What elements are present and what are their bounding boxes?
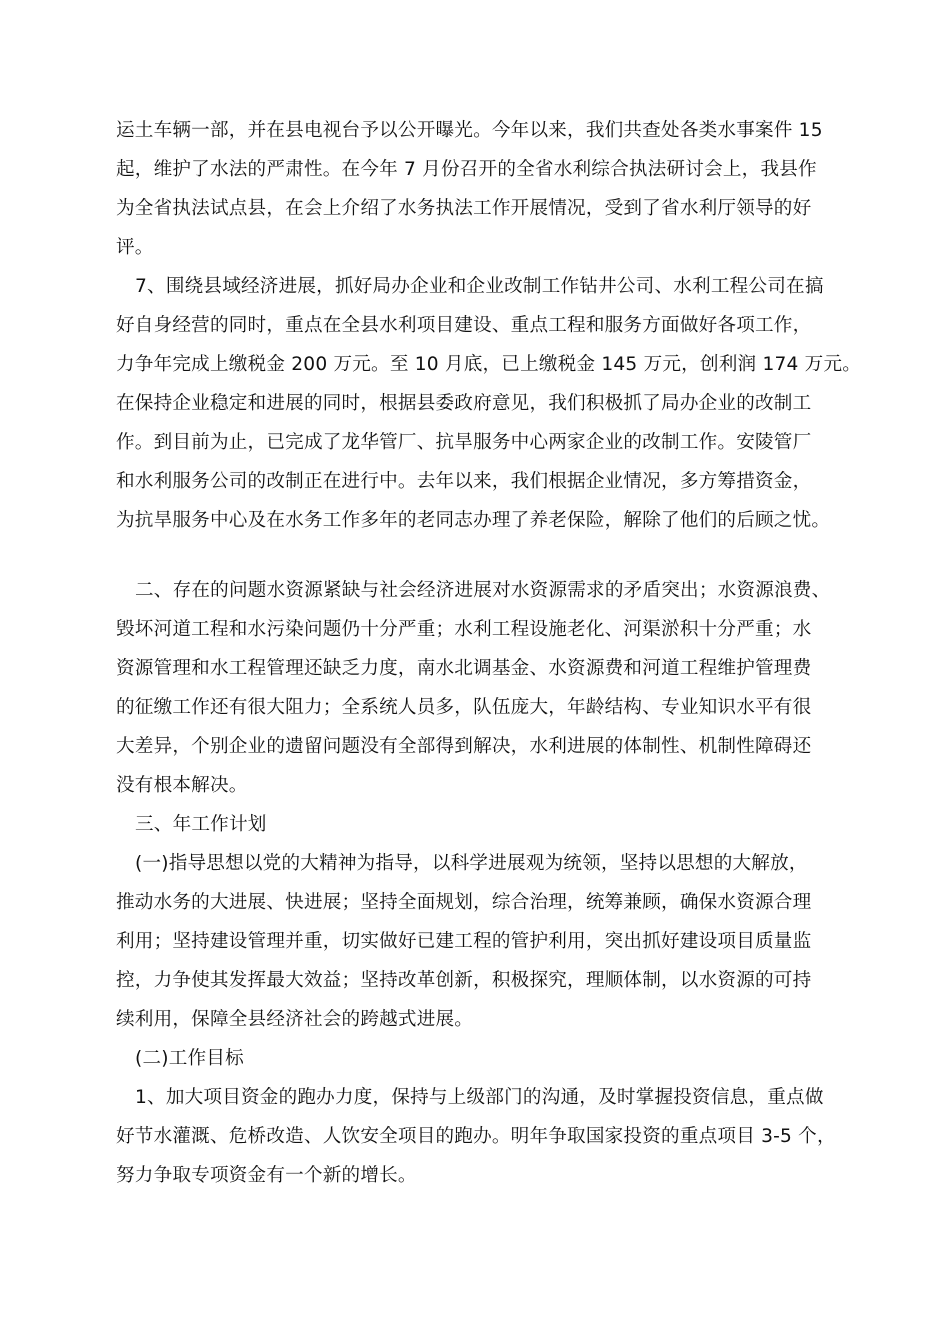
text-line: 运土车辆一部，并在县电视台予以公开曝光。今年以来，我们共查处各类水事案件 15 — [116, 120, 823, 141]
text-line: 作。到目前为止，已完成了龙华管厂、抗旱服务中心两家企业的改制工作。安陵管厂 — [116, 432, 812, 453]
text-line: 控，力争使其发挥最大效益；坚持改革创新，积极探究，理顺体制，以水资源的可持 — [116, 970, 812, 991]
text-line: 和水利服务公司的改制正在进行中。去年以来，我们根据企业情况，多方筹措资金， — [116, 471, 812, 492]
text-line: 力争年完成上缴税金 200 万元。至 10 月底，已上缴税金 145 万元，创利润 174 万元。 — [116, 354, 862, 375]
subsection-heading: (二)工作目标 — [135, 1048, 244, 1069]
text-line: 利用；坚持建设管理并重，切实做好已建工程的管护利用，突出抓好建设项目质量监 — [116, 931, 812, 952]
text-line: 为全省执法试点县，在会上介绍了水务执法工作开展情况，受到了省水利厅领导的好 — [116, 198, 812, 219]
text-line: 二、存在的问题水资源紧缺与社会经济进展对水资源需求的矛盾突出；水资源浪费、 — [135, 580, 831, 601]
text-line: 为抗旱服务中心及在水务工作多年的老同志办理了养老保险，解除了他们的后顾之忧。 — [116, 510, 831, 531]
text-line: (一)指导思想以党的大精神为指导，以科学进展观为统领，坚持以思想的大解放， — [135, 853, 808, 874]
text-line: 资源管理和水工程管理还缺乏力度，南水北调基金、水资源费和河道工程维护管理费 — [116, 658, 812, 679]
text-line: 没有根本解决。 — [116, 775, 248, 796]
text-line: 好节水灌溉、危桥改造、人饮安全项目的跑办。明年争取国家投资的重点项目 3-5 个， — [116, 1126, 836, 1147]
section-heading: 三、年工作计划 — [135, 814, 267, 835]
text-line: 评。 — [116, 237, 154, 258]
text-line: 大差异，个别企业的遗留问题没有全部得到解决，水利进展的体制性、机制性障碍还 — [116, 736, 812, 757]
text-line: 毁坏河道工程和水污染问题仍十分严重；水利工程设施老化、河渠淤积十分严重；水 — [116, 619, 812, 640]
text-line: 的征缴工作还有很大阻力；全系统人员多，队伍庞大，年龄结构、专业知识水平有很 — [116, 697, 812, 718]
text-line: 1、加大项目资金的跑办力度，保持与上级部门的沟通，及时掌握投资信息，重点做 — [135, 1087, 824, 1108]
text-line: 好自身经营的同时，重点在全县水利项目建设、重点工程和服务方面做好各项工作， — [116, 315, 812, 336]
text-line: 努力争取专项资金有一个新的增长。 — [116, 1165, 417, 1186]
text-line: 起，维护了水法的严肃性。在今年 7 月份召开的全省水利综合执法研讨会上，我县作 — [116, 159, 817, 180]
text-line: 在保持企业稳定和进展的同时，根据县委政府意见，我们积极抓了局办企业的改制工 — [116, 393, 812, 414]
text-line: 续利用，保障全县经济社会的跨越式进展。 — [116, 1009, 474, 1030]
text-line: 推动水务的大进展、快进展；坚持全面规划，综合治理，统筹兼顾，确保水资源合理 — [116, 892, 812, 913]
text-line: 7、围绕县域经济进展，抓好局办企业和企业改制工作钻井公司、水利工程公司在搞 — [135, 276, 824, 297]
